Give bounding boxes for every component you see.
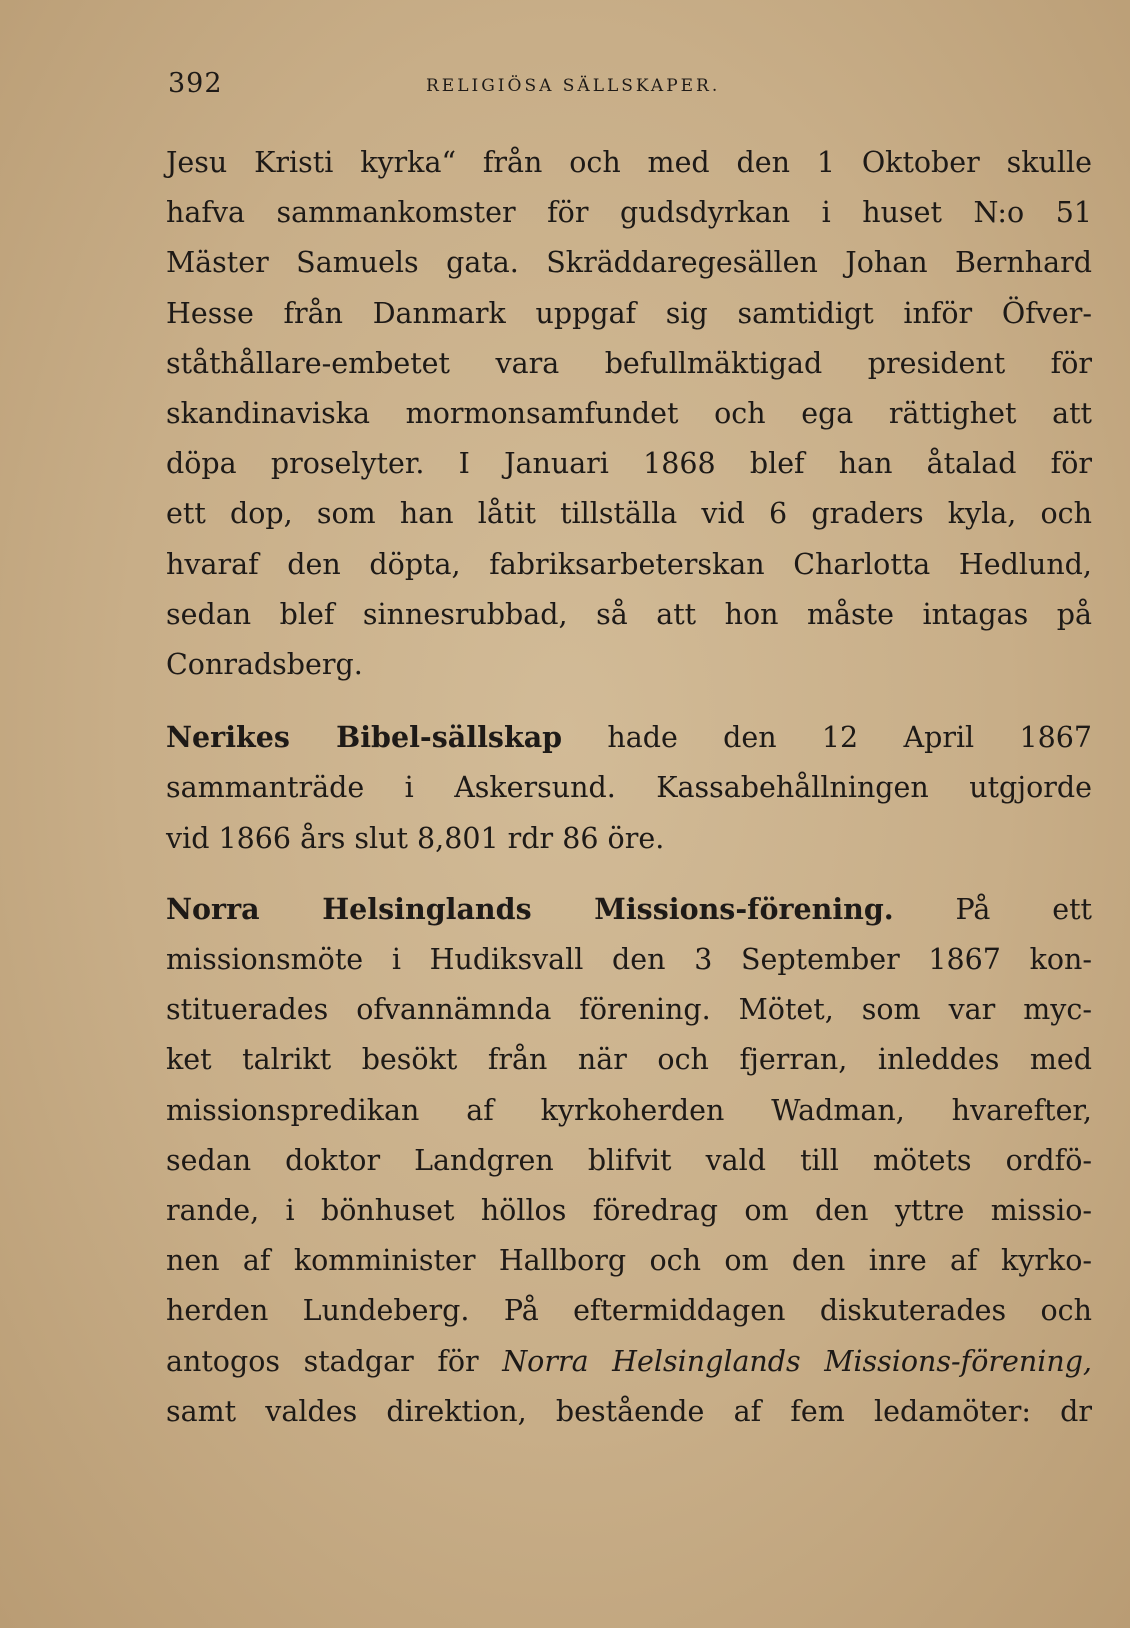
italic-society-name: Norra Helsinglands Missions-förening,: [502, 1344, 1092, 1378]
page-header: [168, 68, 1048, 108]
heading-line-rest: På ett: [893, 892, 1093, 926]
text-line: skandinaviska mormonsamfundet och ega rättighet att: [166, 397, 1092, 431]
text-line: Hesse från Danmark uppgaf sig samtidigt inför Öfver-: [166, 296, 1092, 330]
heading-line-rest: hade den 12 April 1867: [562, 721, 1093, 755]
page-number: 392: [168, 68, 223, 99]
body-text: [166, 138, 1092, 1437]
paragraph-nerikes: [166, 712, 1092, 864]
text-line: ståthållare-embetet vara befullmäktigad president för: [166, 346, 1092, 380]
text-line: Jesu Kristi kyrka“ från och med den 1 Oktober skulle: [166, 146, 1092, 179]
paragraph-spacer: [166, 690, 1092, 712]
text-line: rande, i bönhuset höllos föredrag om den yttre missio-: [166, 1194, 1092, 1228]
text-line: missionspredikan af kyrkoherden Wadman, hvarefter,: [166, 1093, 1092, 1127]
text-line: herden Lundeberg. På eftermiddagen diskuterades och: [166, 1294, 1092, 1328]
text-line: samt valdes direktion, bestående af fem ledamöter: dr: [166, 1394, 1092, 1428]
text-line: hafva sammankomster för gudsdyrkan i huset N:o 51: [166, 196, 1092, 230]
running-title: RELIGIÖSA SÄLLSKAPER.: [426, 76, 721, 96]
text-line: sammanträde i Askersund. Kassabehållningen utgjorde: [166, 771, 1092, 805]
text-line: Mäster Samuels gata. Skräddaregesällen Johan Bernhard: [166, 246, 1092, 280]
text-line: missionsmöte i Hudiksvall den 3 September 1867 kon-: [166, 943, 1092, 977]
paragraph-mormon: [166, 138, 1092, 690]
text-line: [166, 884, 1092, 935]
text-line: [166, 1337, 1092, 1387]
text-line: sedan doktor Landgren blifvit vald till mötets ordfö-: [166, 1143, 1092, 1177]
paragraph-spacer: [166, 864, 1092, 884]
paragraph-norra-helsinglands: [166, 884, 1092, 1437]
text-line: Conradsberg.: [166, 648, 363, 682]
section-heading-norra: Norra Helsinglands Missions-förening.: [166, 891, 894, 926]
text-line: vid 1866 års slut 8,801 rdr 86 öre.: [166, 821, 665, 855]
section-heading-nerikes: Nerikes Bibel-sällskap: [166, 720, 563, 755]
text-line: hvaraf den döpta, fabriksarbeterskan Charlotta Hedlund,: [166, 547, 1092, 581]
text-line: döpa proselyter. I Januari 1868 blef han åtalad för: [166, 447, 1092, 481]
text-line: [166, 712, 1092, 763]
text-line: ket talrikt besökt från när och fjerran, inleddes med: [166, 1043, 1092, 1077]
text-line: ett dop, som han låtit tillställa vid 6 graders kyla, och: [166, 497, 1092, 531]
italic-line-prefix: antogos stadgar för: [166, 1344, 503, 1378]
text-line: nen af komminister Hallborg och om den inre af kyrko-: [166, 1244, 1092, 1278]
text-line: stituerades ofvannämnda förening. Mötet, som var myc-: [166, 993, 1092, 1027]
text-line: sedan blef sinnesrubbad, så att hon måste intagas på: [166, 597, 1092, 631]
